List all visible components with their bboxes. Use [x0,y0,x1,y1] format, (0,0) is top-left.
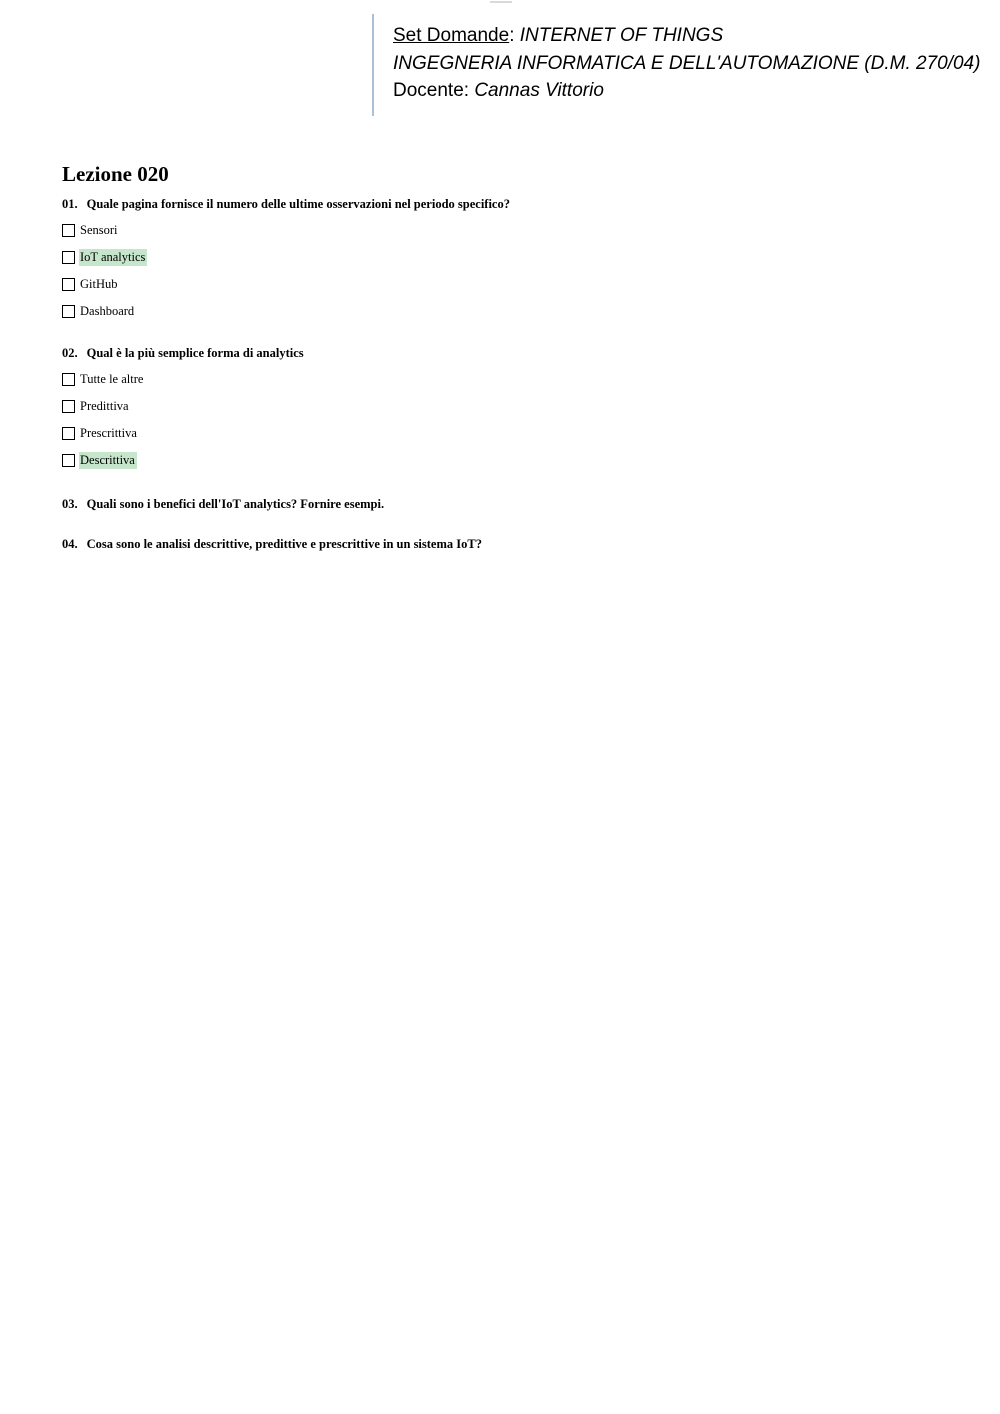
checkbox[interactable] [62,278,75,291]
question-03 [62,496,384,512]
option-label-correct: IoT analytics [80,250,146,264]
option-q02-c[interactable] [62,425,139,442]
header-teacher-line [393,77,992,105]
question-text: Cosa sono le analisi descrittive, predittive e prescrittive in un sistema IoT? [86,537,482,551]
option-label: Dashboard [80,304,135,318]
checkbox[interactable] [62,427,75,440]
lesson-title: Lezione 020 [62,162,169,186]
teacher-label: Docente: [393,80,475,101]
question-text: Quale pagina fornisce il numero delle ultime osservazioni nel periodo specifico? [86,197,510,211]
option-label: Tutte le altre [80,372,144,386]
question-number: 04. [62,537,78,551]
checkbox[interactable] [62,224,75,237]
checkbox[interactable] [62,373,75,386]
question-04 [62,536,482,552]
option-label: Prescrittiva [80,426,137,440]
header-set-line [393,22,992,50]
checkbox[interactable] [62,400,75,413]
checkbox[interactable] [62,251,75,264]
option-label-correct: Descrittiva [80,453,135,467]
set-value: INTERNET OF THINGS [519,25,724,46]
option-q02-a[interactable] [62,371,145,388]
option-q02-d[interactable] [62,452,137,469]
option-q02-b[interactable] [62,398,131,415]
question-02 [62,345,304,361]
set-separator: : [509,25,520,46]
checkbox[interactable] [62,305,75,318]
checkbox[interactable] [62,454,75,467]
question-number: 02. [62,346,78,360]
set-label: Set Domande [393,25,510,46]
question-number: 01. [62,197,78,211]
question-text: Quali sono i benefici dell'IoT analytics? Fornire esempi. [86,497,385,511]
question-01 [62,196,510,212]
document-header [372,14,992,116]
question-text: Qual è la più semplice forma di analytics [86,346,304,360]
option-q01-c[interactable] [62,276,120,293]
question-number: 03. [62,497,78,511]
course-name: INGEGNERIA INFORMATICA E DELL'AUTOMAZIONE (D.M. 270/04) [393,52,981,74]
option-label: GitHub [80,277,118,291]
teacher-name: Cannas Vittorio [474,80,604,101]
option-label: Sensori [80,223,118,237]
option-q01-a[interactable] [62,222,120,239]
option-q01-d[interactable] [62,303,136,320]
option-label: Predittiva [80,399,129,413]
option-q01-b[interactable] [62,249,147,266]
page-top-mark [490,1,512,3]
